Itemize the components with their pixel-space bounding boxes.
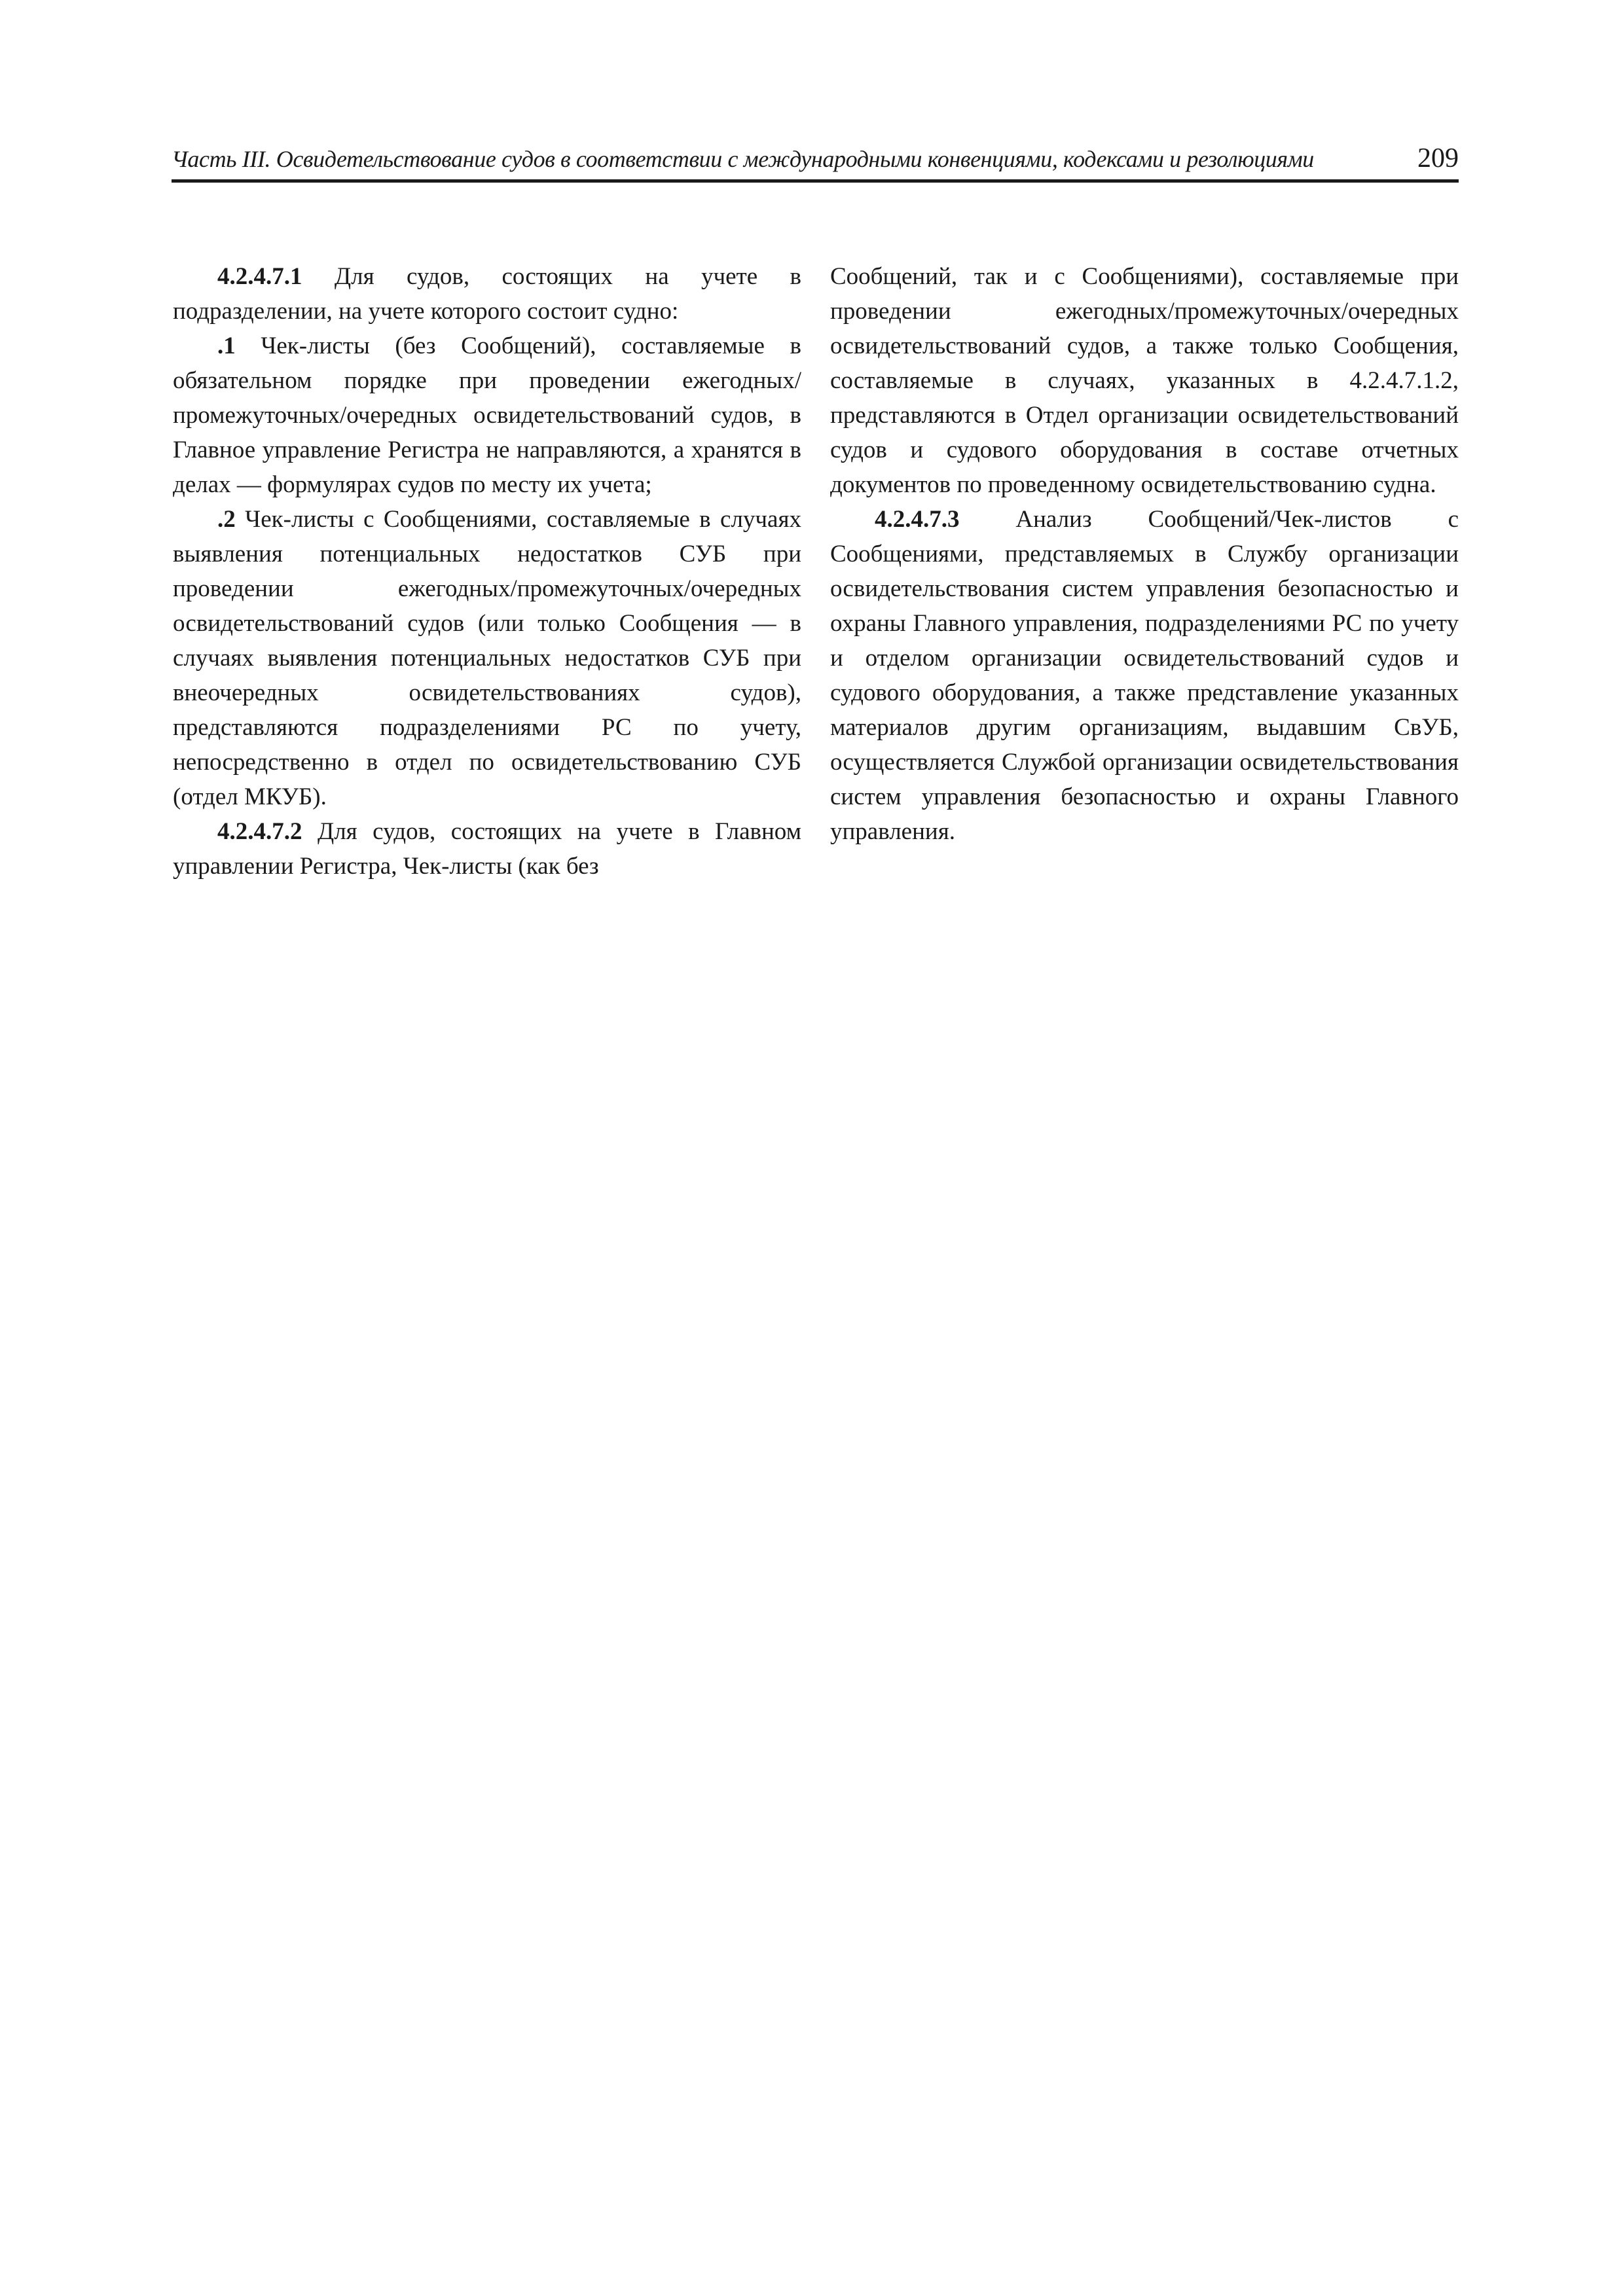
header-title: Часть III. Освидетельствование судов в соответствии с международными конвенциями, кодексами и резолюциями (172, 146, 1314, 172)
paragraph-4-2-4-7-1 (173, 259, 801, 329)
paragraph-item-2 (173, 502, 801, 814)
paragraph-text: Для судов, состоящих на учете в Главном управлении Регистра, Чек-листы (как без (173, 818, 801, 880)
paragraph-4-2-4-7-2 (173, 814, 801, 884)
paragraph-continuation (830, 259, 1459, 502)
paragraph-4-2-4-7-3 (830, 502, 1459, 849)
item-number: .1 (217, 332, 236, 359)
clause-number: 4.2.4.7.2 (217, 818, 302, 845)
clause-number: 4.2.4.7.3 (875, 506, 960, 533)
paragraph-text: Для судов, состоящих на учете в подразделении, на учете которого состоит судно: (173, 263, 801, 325)
item-number: .2 (217, 506, 236, 533)
paragraph-item-1 (173, 329, 801, 502)
page-number: 209 (1417, 143, 1459, 173)
clause-number: 4.2.4.7.1 (217, 263, 302, 290)
paragraph-text: Чек-листы с Сообщениями, составляемые в случаях выявления потенциальных недостатков СУБ при проведении ежегодных/промежуточных/очередных освидетельствований судов (или только Сообщения — в случаях выявления потенциальных недостатков СУБ при внеочередных освидетельствованиях судов), представляются подразделениями РС по учету, непосредственно в отдел по освидетельствованию СУБ (отдел МКУБ). (173, 506, 801, 810)
right-column (830, 259, 1459, 849)
paragraph-text: Анализ Сообщений/Чек-листов с Сообщениями, представляемых в Службу организации освидетельствования систем управления безопасностью и охраны Главного управления, подразделениями РС по учету и отделом организации освидетельствований судов и судового оборудования, а также представление указанных материалов другим организациям, выдавшим СвУБ, осуществляется Службой организации освидетельствования систем управления безопасностью и охраны Главного управления. (830, 506, 1459, 845)
running-header (172, 143, 1459, 183)
paragraph-text: Сообщений, так и с Сообщениями), составляемые при проведении ежегодных/промежуточных/очередных освидетельствований судов, а также только Сообщения, составляемые в случаях, указанных в 4.2.4.7.1.2, представляются в Отдел организации освидетельствований судов и судового оборудования в составе отчетных документов по проведенному освидетельствованию судна. (830, 263, 1459, 498)
paragraph-text: Чек-листы (без Сообщений), составляемые в обязательном порядке при проведении ежегодных/промежуточных/очередных освидетельствований судов, в Главное управление Регистра не направляются, а хранятся в делах — формулярах судов по месту их учета; (173, 332, 801, 498)
left-column (173, 259, 801, 884)
